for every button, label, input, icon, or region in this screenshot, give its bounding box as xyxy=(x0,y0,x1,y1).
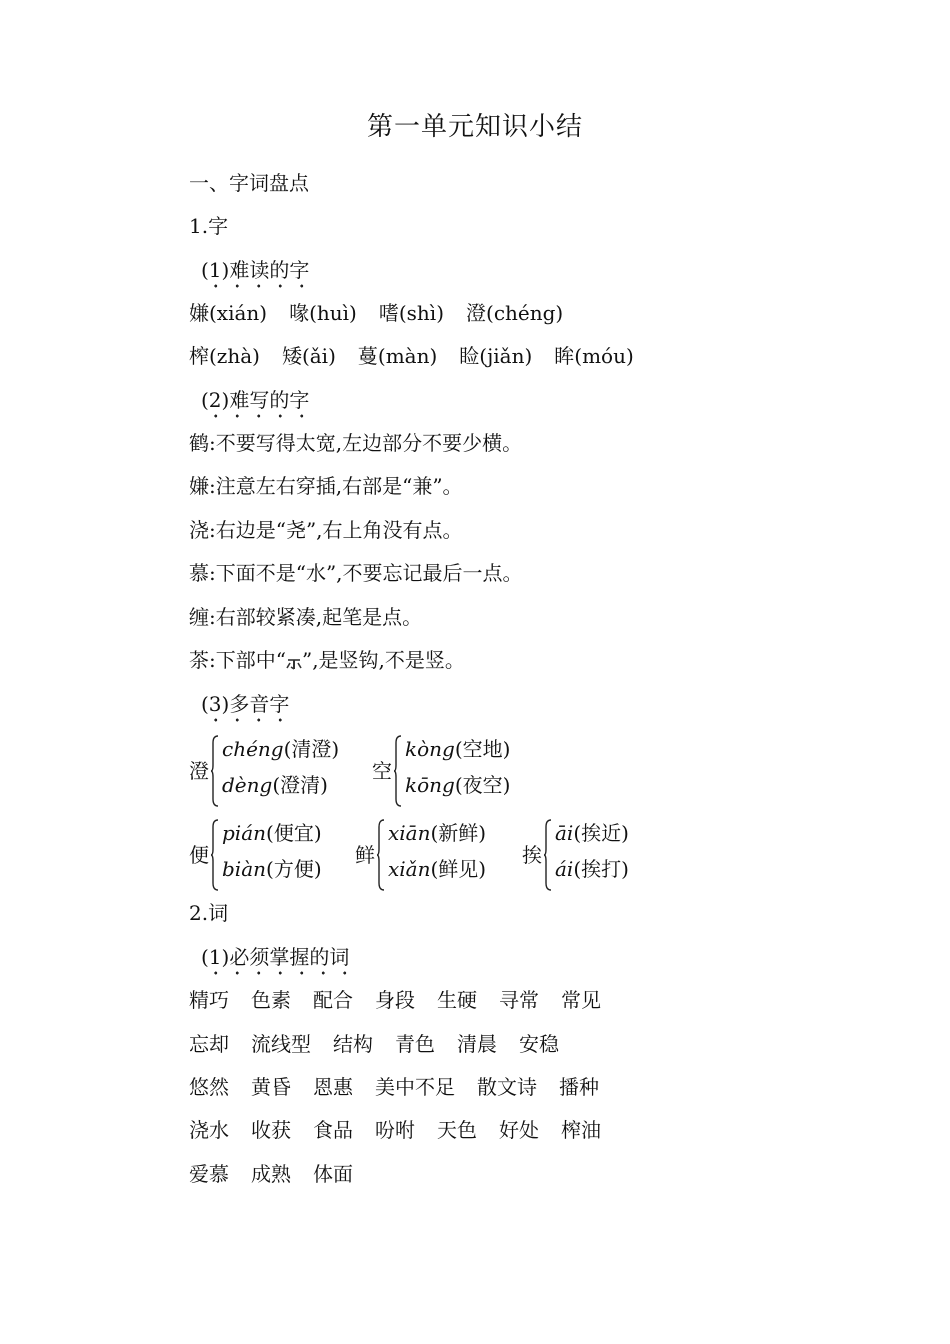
stroke-component-icon xyxy=(286,652,302,670)
polyphone-option xyxy=(222,853,322,882)
word-item: 美中不足 xyxy=(375,1075,455,1099)
polyphone-char: 澄 xyxy=(189,759,209,783)
polyphone-option xyxy=(222,769,328,798)
polyphone-option xyxy=(405,769,510,798)
hard-write-line: 浇:右边是“尧”,右上角没有点。 xyxy=(189,518,463,542)
brace-icon xyxy=(211,735,219,807)
word-item: 收获 xyxy=(251,1118,291,1142)
hard-write-line: 鹤:不要写得太宽,左边部分不要少横。 xyxy=(189,431,523,455)
word-item: 散文诗 xyxy=(477,1075,537,1099)
hard-write-heading xyxy=(201,386,309,414)
word-item: 身段 xyxy=(375,988,415,1012)
brace-icon xyxy=(544,819,552,891)
polyphone-option xyxy=(388,853,486,882)
word-item: 吩咐 xyxy=(375,1118,415,1142)
polyphone-option xyxy=(222,733,339,762)
polyphone-option xyxy=(555,817,629,846)
word-item: 流线型 xyxy=(251,1032,311,1056)
hard-write-line: 缠:右部较紧凑,起笔是点。 xyxy=(189,605,423,629)
brace-icon xyxy=(394,735,402,807)
word-item: 结构 xyxy=(333,1032,373,1056)
pinyin: pián xyxy=(222,821,267,845)
word-item: 清晨 xyxy=(457,1032,497,1056)
hard-read-item: 喙(huì) xyxy=(289,301,357,325)
polyphone-char: 便 xyxy=(189,843,209,867)
word-item: 天色 xyxy=(437,1118,477,1142)
word-item: 成熟 xyxy=(251,1162,291,1186)
word-row-2 xyxy=(189,1030,581,1058)
example-word: (澄清) xyxy=(272,773,328,797)
hard-write-line: 慕:下面不是“水”,不要忘记最后一点。 xyxy=(189,561,523,585)
polyphone-char: 鲜 xyxy=(355,843,375,867)
polyphone-option xyxy=(388,817,486,846)
pinyin: āi xyxy=(555,821,574,845)
example-word: (夜空) xyxy=(454,773,511,797)
hard-read-item: 澄(chéng) xyxy=(466,301,564,325)
hard-read-item: 榨(zhà) xyxy=(189,344,260,368)
word-item: 好处 xyxy=(499,1118,539,1142)
word-item: 配合 xyxy=(313,988,353,1012)
hard-read-item: 嗜(shì) xyxy=(378,301,445,325)
brace-icon xyxy=(211,819,219,891)
example-word: (挨打) xyxy=(573,857,629,881)
example-word: (方便) xyxy=(266,857,322,881)
polyphone-group xyxy=(189,817,354,897)
example-word: (鲜见) xyxy=(430,857,487,881)
word-row-1 xyxy=(189,986,623,1014)
word-item: 浇水 xyxy=(189,1118,229,1142)
example-word: (空地) xyxy=(454,737,511,761)
word-item: 寻常 xyxy=(499,988,539,1012)
word-row-4 xyxy=(189,1116,623,1144)
word-item: 榨油 xyxy=(561,1118,601,1142)
word-item: 常见 xyxy=(561,988,601,1012)
word-item: 食品 xyxy=(313,1118,353,1142)
polyphone-heading xyxy=(201,690,289,718)
hard-read-row-1 xyxy=(189,299,585,327)
example-word: (挨近) xyxy=(573,821,629,845)
hard-write-heading-text: (2)难写的字 xyxy=(201,388,309,419)
pinyin: kòng xyxy=(405,737,455,761)
must-words-heading xyxy=(201,943,349,971)
example-word: (便宜) xyxy=(266,821,322,845)
pinyin: dèng xyxy=(222,773,273,797)
word-item: 精巧 xyxy=(189,988,229,1012)
hard-read-heading xyxy=(201,256,309,284)
pinyin: biàn xyxy=(222,857,267,881)
word-item: 体面 xyxy=(313,1162,353,1186)
polyphone-option xyxy=(222,817,322,846)
page-title: 第一单元知识小结 xyxy=(366,112,583,142)
polyphone-group xyxy=(372,733,542,813)
brace-icon xyxy=(377,819,385,891)
word-item: 悠然 xyxy=(189,1075,229,1099)
example-word: (新鲜) xyxy=(430,821,487,845)
pinyin: xiǎn xyxy=(388,857,431,881)
word-row-5 xyxy=(189,1160,375,1188)
word-item: 生硬 xyxy=(437,988,477,1012)
polyphone-option xyxy=(405,733,510,762)
hard-read-item: 蔓(màn) xyxy=(357,344,438,368)
polyphone-heading-text: (3)多音字 xyxy=(201,692,289,723)
example-word: (清澄) xyxy=(283,737,340,761)
hard-read-item: 矮(ǎi) xyxy=(281,344,336,368)
polyphone-group xyxy=(522,817,672,897)
hard-read-item: 嫌(xián) xyxy=(189,301,268,325)
polyphone-char: 挨 xyxy=(522,843,542,867)
hard-read-heading-text: (1)难读的字 xyxy=(201,258,309,289)
polyphone-group xyxy=(189,733,359,813)
must-words-heading-text: (1)必须掌握的词 xyxy=(201,945,349,976)
word-item: 黄昏 xyxy=(251,1075,291,1099)
hard-read-row-2 xyxy=(189,342,656,370)
polyphone-char: 空 xyxy=(372,759,392,783)
polyphone-group xyxy=(355,817,520,897)
section-heading: 一、字词盘点 xyxy=(189,171,309,195)
hard-write-line: 嫌:注意左右穿插,右部是“兼”。 xyxy=(189,474,463,498)
word-item: 安稳 xyxy=(519,1032,559,1056)
word-row-3 xyxy=(189,1073,621,1101)
word-item: 忘却 xyxy=(189,1032,229,1056)
subsection-words: 2.词 xyxy=(189,901,229,925)
pinyin: ái xyxy=(555,857,574,881)
word-item: 播种 xyxy=(559,1075,599,1099)
hard-read-item: 睑(jiǎn) xyxy=(459,344,533,368)
pinyin: kōng xyxy=(405,773,455,797)
word-item: 爱慕 xyxy=(189,1162,229,1186)
pinyin: xiān xyxy=(388,821,431,845)
word-item: 青色 xyxy=(395,1032,435,1056)
subsection-chars: 1.字 xyxy=(189,214,229,238)
hard-write-line-tea xyxy=(189,646,465,674)
hard-read-item: 眸(móu) xyxy=(554,344,634,368)
pinyin: chéng xyxy=(222,737,284,761)
word-item: 色素 xyxy=(251,988,291,1012)
tea-text-before: 茶:下部中“ xyxy=(189,648,286,672)
word-item: 恩惠 xyxy=(313,1075,353,1099)
polyphone-option xyxy=(555,853,629,882)
tea-text-after: ”,是竖钩,不是竖。 xyxy=(301,648,465,672)
